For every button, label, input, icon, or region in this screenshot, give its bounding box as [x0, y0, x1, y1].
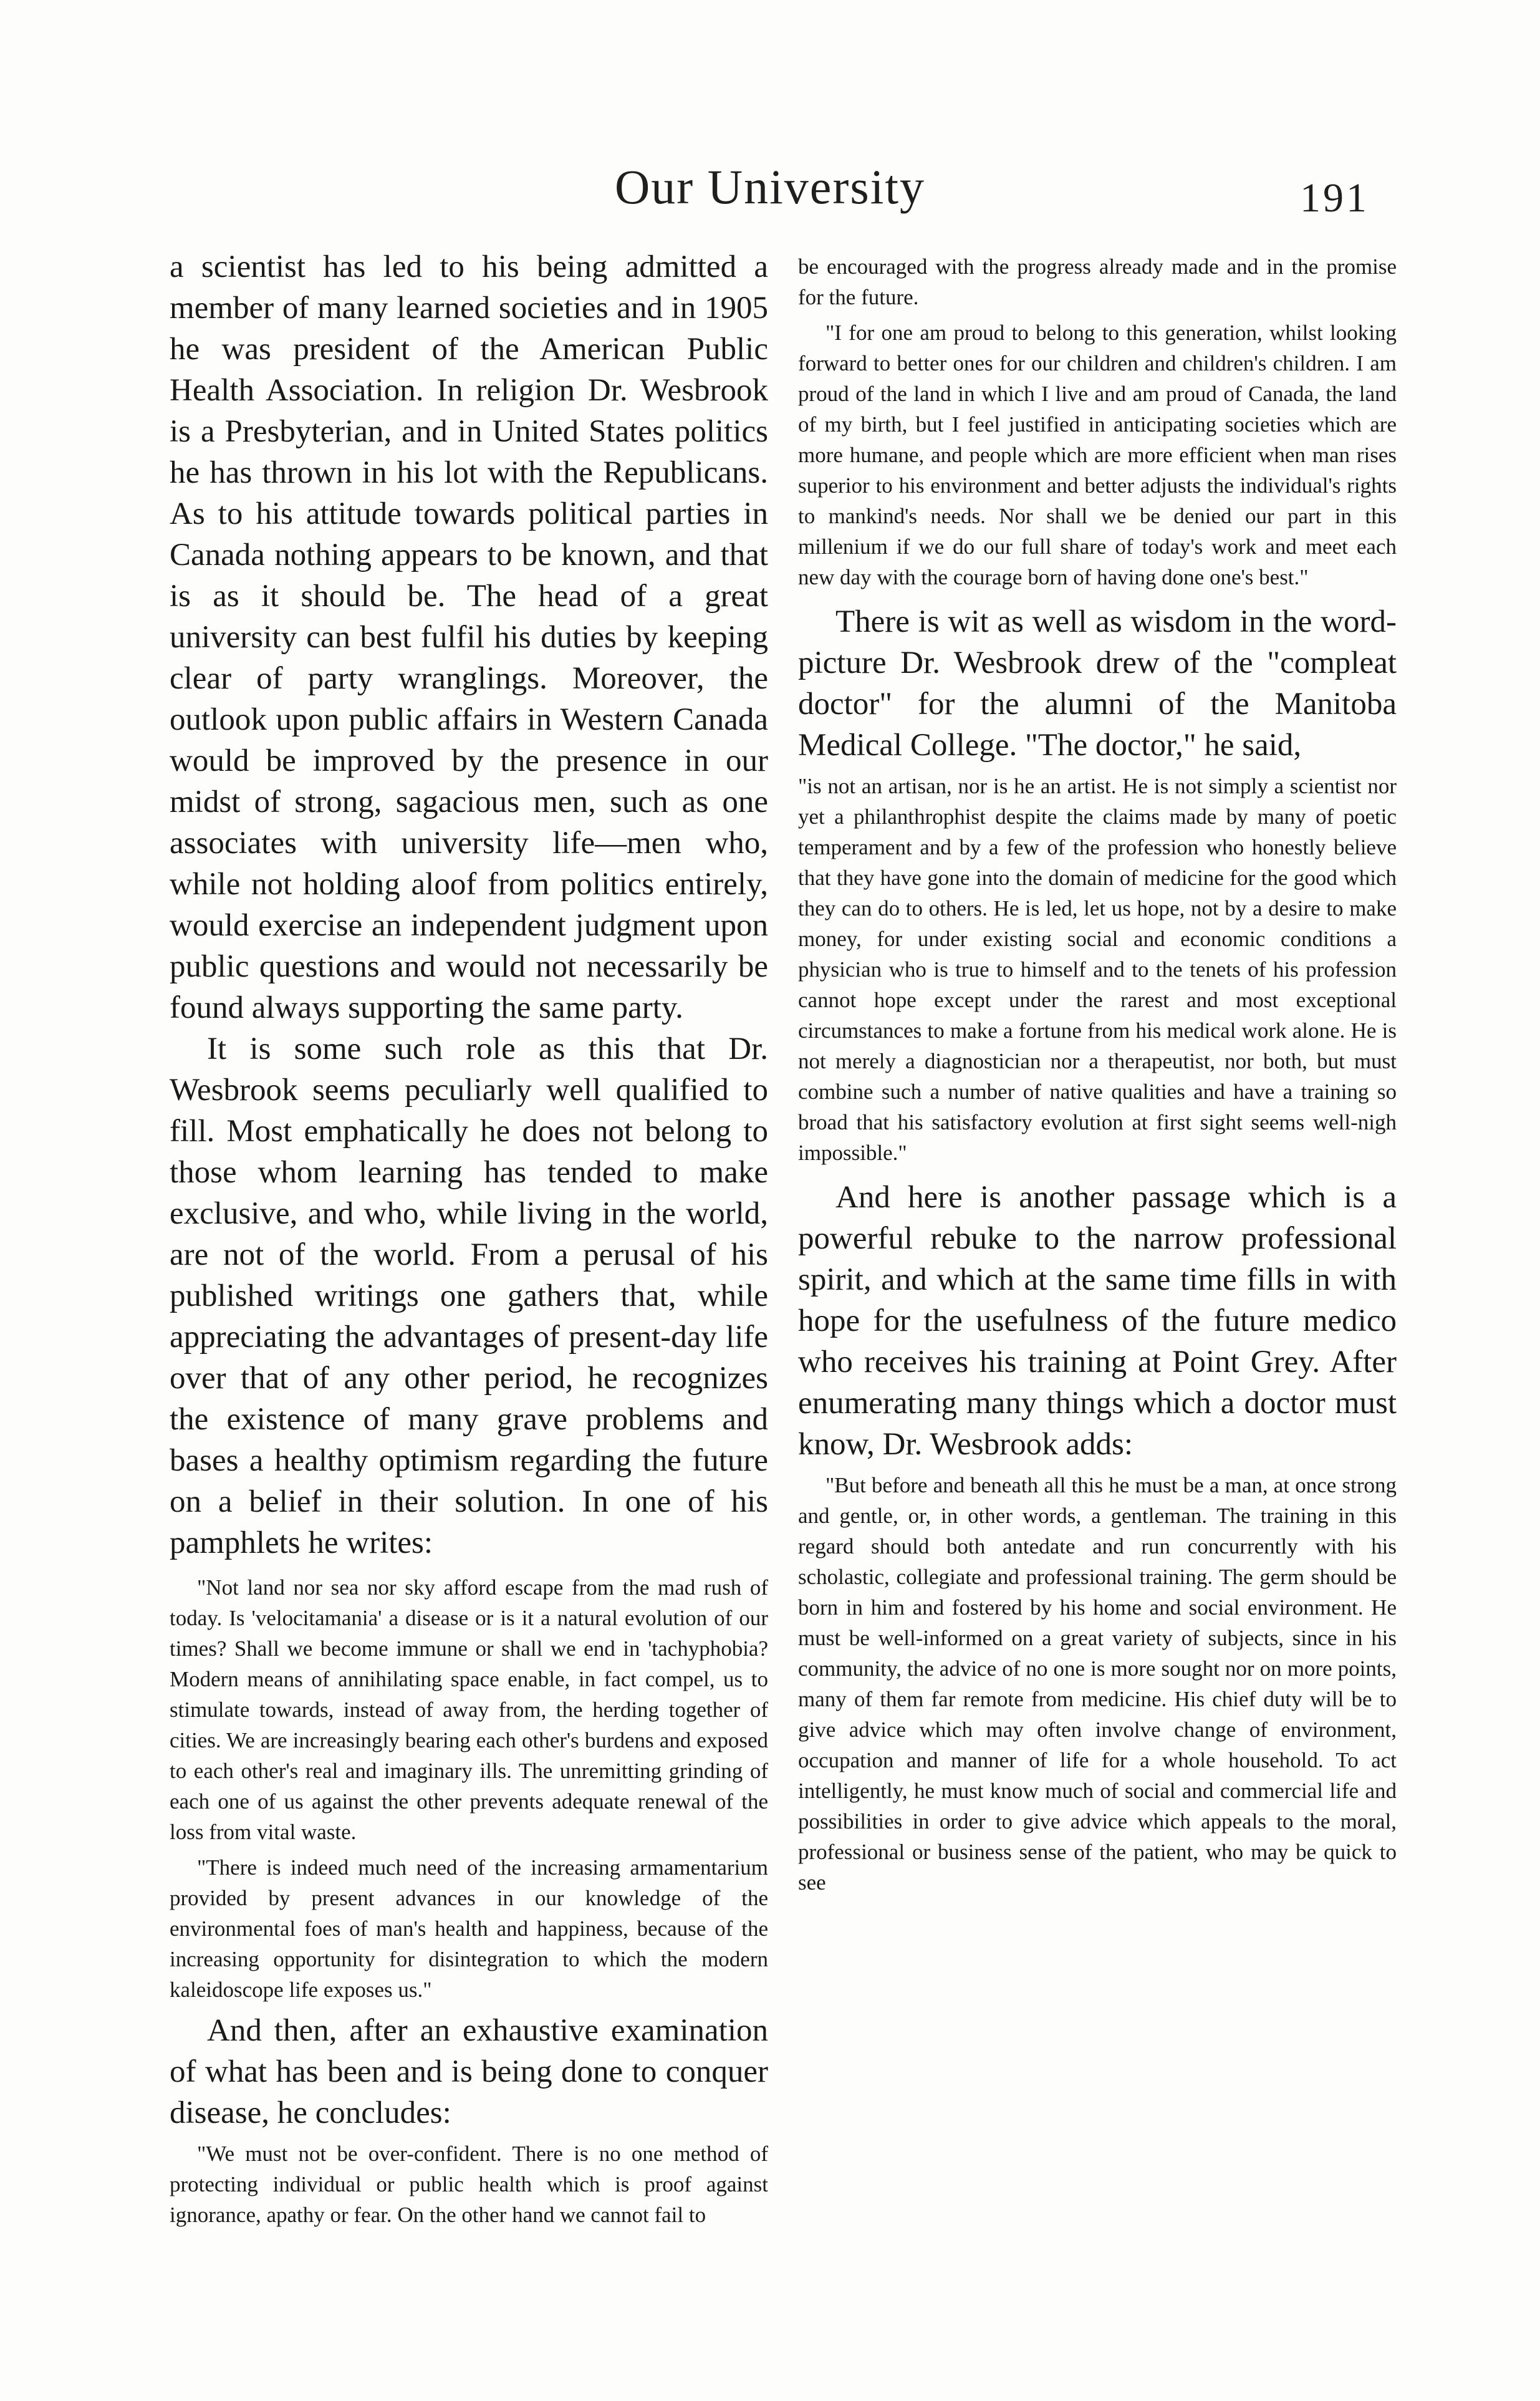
- quote-generation: "I for one am proud to belong to this generation, whilst looking forward to better ones for our children and children's children. I am proud of the land in which I live and am proud of Canada, the land of my birth, but I feel justified in anticipating societies which are more humane, and people which are more efficient when man rises superior to his environment and better adjusts the individual's rights to mankind's needs. Nor shall we be denied our part in this millenium if we do our full share of today's work and meet each new day with the courage born of having done one's best.": [798, 321, 1397, 589]
- quote-over-confident-continued: be encouraged with the progress already made and in the promise for the future.: [798, 254, 1397, 309]
- paragraph-concludes: And then, after an exhaustive examination of what has been and is being done to conquer disease, he concludes:: [170, 2013, 768, 2130]
- page-number: 191: [1300, 175, 1369, 221]
- right-column: [798, 246, 1397, 1903]
- quote-gentleman: "But before and beneath all this he must be a man, at once strong and gentle, or, in other words, a gentleman. The training in this regard should both antedate and run concurrently with his scholastic, collegiate and professional training. The germ should be born in him and fostered by his home and social environment. He must be well-informed on a great variety of subjects, since in his community, the advice of no one is more sought nor on more points, many of them far remote from medicine. His chief duty will be to give advice which may often involve change of environment, occupation and manner of life for a whole household. To act intelligently, he must know much of social and commercial life and possibilities in order to give advice which appeals to the moral, professional or business sense of the patient, who may be quick to see: [798, 1473, 1397, 1895]
- paragraph-another-passage: And here is another passage which is a powerful rebuke to the narrow professional spirit, and which at the same time fills in with hope for the usefulness of the future medico who receives his training at Point Grey. After enumerating many things which a doctor must know, Dr. Wesbrook adds:: [798, 1180, 1397, 1462]
- paragraph-scientist: a scientist has led to his being admitted a member of many learned societies and in 1905 he was president of the American Public Health Association. In religion Dr. Wesbrook is a Presbyterian, and in United States politics he has thrown in his lot with the Republicans. As to his attitude towards political parties in Canada nothing appears to be known, and that is as it should be. The head of a great university can best fulfil his duties by keeping clear of party wranglings. Moreover, the outlook upon public affairs in Western Canada would be improved by the presence in our midst of strong, sagacious men, such as one associates with university life—men who, while not holding aloof from politics entirely, would exercise an independent judgment upon public questions and would not necessarily be found always supporting the same party.: [170, 249, 768, 1025]
- left-column: [170, 246, 768, 2235]
- quote-armamentarium: "There is indeed much need of the increasing armamentarium provided by present advances in our knowledge of the environmental foes of man's health and happiness, because of the increasing opportunity for disintegration to which the modern kaleidoscope life exposes us.": [170, 1855, 768, 2002]
- running-title: Our University: [614, 160, 926, 214]
- quote-over-confident: "We must not be over-confident. There is no one method of protecting individual or public health which is proof against ignorance, apathy or fear. On the other hand we cannot fail to: [170, 2142, 768, 2227]
- quote-velocitamania: "Not land nor sea nor sky afford escape from the mad rush of today. Is 'velocitamania' a disease or is it a natural evolution of our times? Shall we become immune or shall we end in 'tachyphobia? Modern means of annihilating space enable, in fact compel, us to stimulate towards, instead of away from, the herding together of cities. We are increasingly bearing each other's burdens and exposed to each other's real and imaginary ills. The unremitting grinding of each one of us against the other prevents adequate renewal of the loss from vital waste.: [170, 1575, 768, 1844]
- quote-not-an-artisan: "is not an artisan, nor is he an artist. He is not simply a scientist nor yet a philanthrophist despite the claims made by many of poetic temperament and by a few of the profession who honestly believe that they have gone into the domain of medicine for the good which they can do to others. He is led, let us hope, not by a desire to make money, for under existing social and economic conditions a physician who is true to himself and to the tenets of his profession cannot hope except under the rarest and most exceptional circumstances to make a fortune from his medical work alone. He is not merely a diagnostician nor a therapeutist, nor both, but must combine such a number of native qualities and have a training so broad that his satisfactory evolution at first sight seems well-nigh impossible.": [798, 774, 1397, 1165]
- paragraph-role: It is some such role as this that Dr. Wesbrook seems peculiarly well qualified to fill. Most emphatically he does not belong to those whom learning has tended to make exclusive, and who, while living in the world, are not of the world. From a perusal of his published writings one gathers that, while appreciating the advantages of present-day life over that of any other period, he recognizes the existence of many grave problems and bases a healthy optimism regarding the future on a belief in their solution. In one of his pamphlets he writes:: [170, 1031, 768, 1560]
- paragraph-compleat-doctor: There is wit as well as wisdom in the word-picture Dr. Wesbrook drew of the "compleat doctor" for the alumni of the Manitoba Medical College. "The doctor," he said,: [798, 604, 1397, 763]
